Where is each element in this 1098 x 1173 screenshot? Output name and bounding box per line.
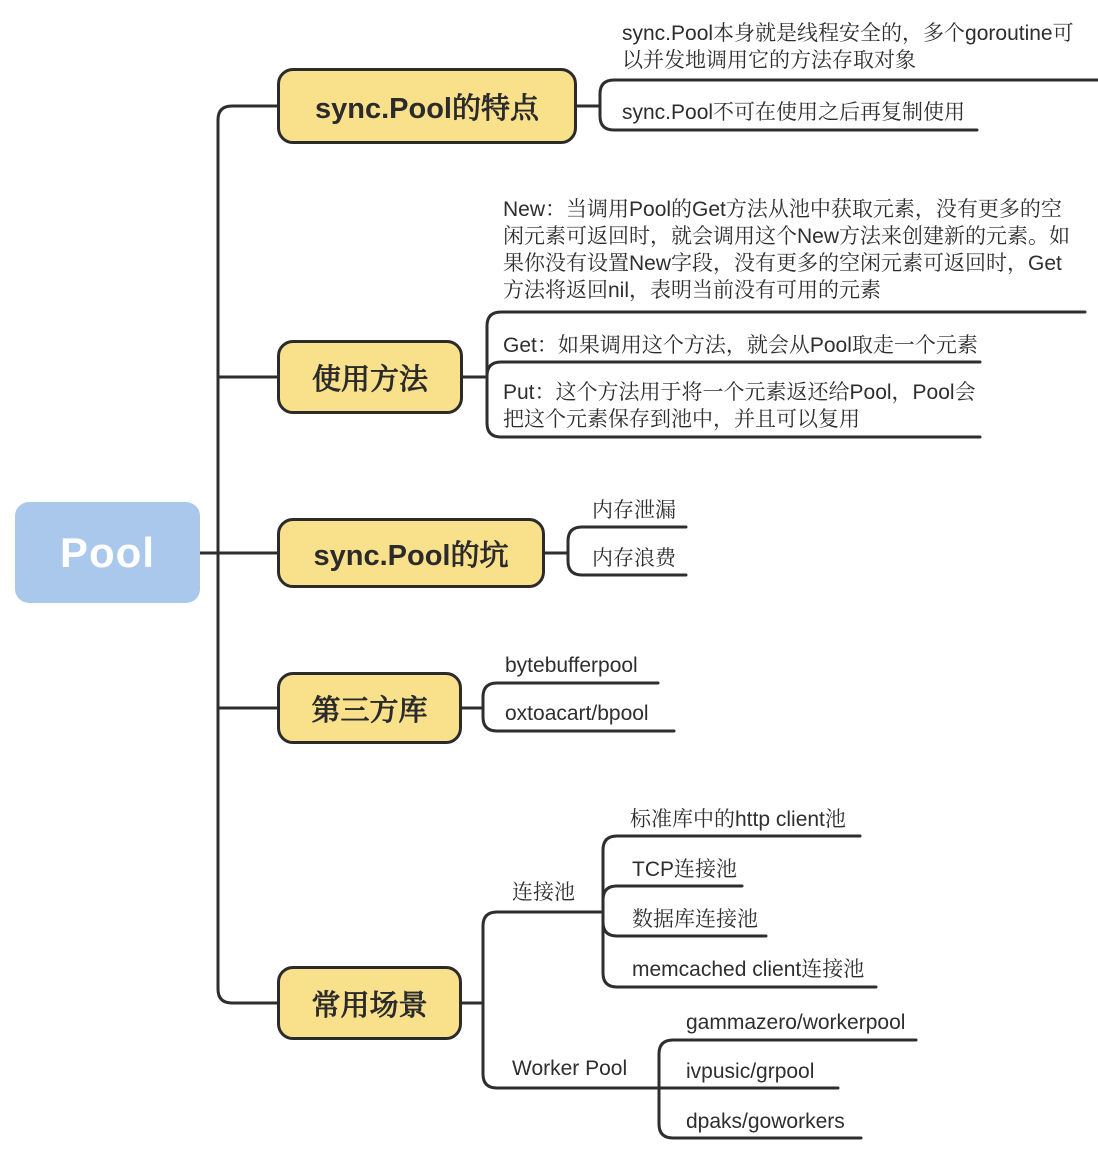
topic-common-scenarios: 常用场景: [277, 966, 462, 1040]
line-b2-get: [487, 362, 980, 377]
topic-usage-methods: 使用方法: [277, 340, 463, 414]
leaf-bytebufferpool: bytebufferpool: [505, 654, 638, 677]
leaf-db-conn-pool: 数据库连接池: [632, 908, 758, 931]
leaf-ivpusic-grpool: ivpusic/grpool: [686, 1060, 815, 1083]
leaf-tcp-conn-pool: TCP连接池: [632, 858, 737, 881]
leaf-get-method: Get：如果调用这个方法，就会从Pool取走一个元素: [503, 334, 978, 357]
subtopic-worker-pool: Worker Pool: [512, 1057, 628, 1080]
line-b5-conn: [483, 912, 603, 1003]
root-node-pool: Pool: [15, 502, 200, 603]
leaf-put-method: Put：这个方法用于将一个元素返还给Pool，Pool会把这个元素保存到池中，并且可以复用: [503, 381, 976, 431]
leaf-memcached-conn-pool: memcached client连接池: [632, 958, 865, 981]
subtopic-connection-pool: 连接池: [512, 881, 575, 904]
leaf-memory-waste: 内存浪费: [592, 547, 676, 570]
leaf-gammazero-workerpool: gammazero/workerpool: [686, 1011, 906, 1034]
leaf-new-method: New：当调用Pool的Get方法从池中获取元素，没有更多的空闲元素可返回时，就会调用这个New方法来创建新的元素。如果你没有设置New字段，没有更多的空闲元素可返回时，Get方法将返回nil，表明当前没有可用的元素: [503, 198, 1071, 302]
leaf-oxtoacart-bpool: oxtoacart/bpool: [505, 702, 649, 725]
leaf-memory-leak: 内存泄漏: [592, 499, 676, 522]
leaf-dpaks-goworkers: dpaks/goworkers: [686, 1110, 845, 1133]
topic-sync-pool-features: sync.Pool的特点: [277, 68, 577, 144]
leaf-http-client-pool: 标准库中的http client池: [630, 808, 846, 831]
leaf-thread-safe: sync.Pool本身就是线程安全的，多个goroutine可以并发地调用它的方法存取对象: [622, 22, 1074, 72]
leaf-no-copy-after-use: sync.Pool不可在使用之后再复制使用: [622, 101, 966, 124]
topic-sync-pool-pitfalls: sync.Pool的坑: [277, 518, 545, 588]
topic-third-party-libs: 第三方库: [277, 672, 462, 744]
